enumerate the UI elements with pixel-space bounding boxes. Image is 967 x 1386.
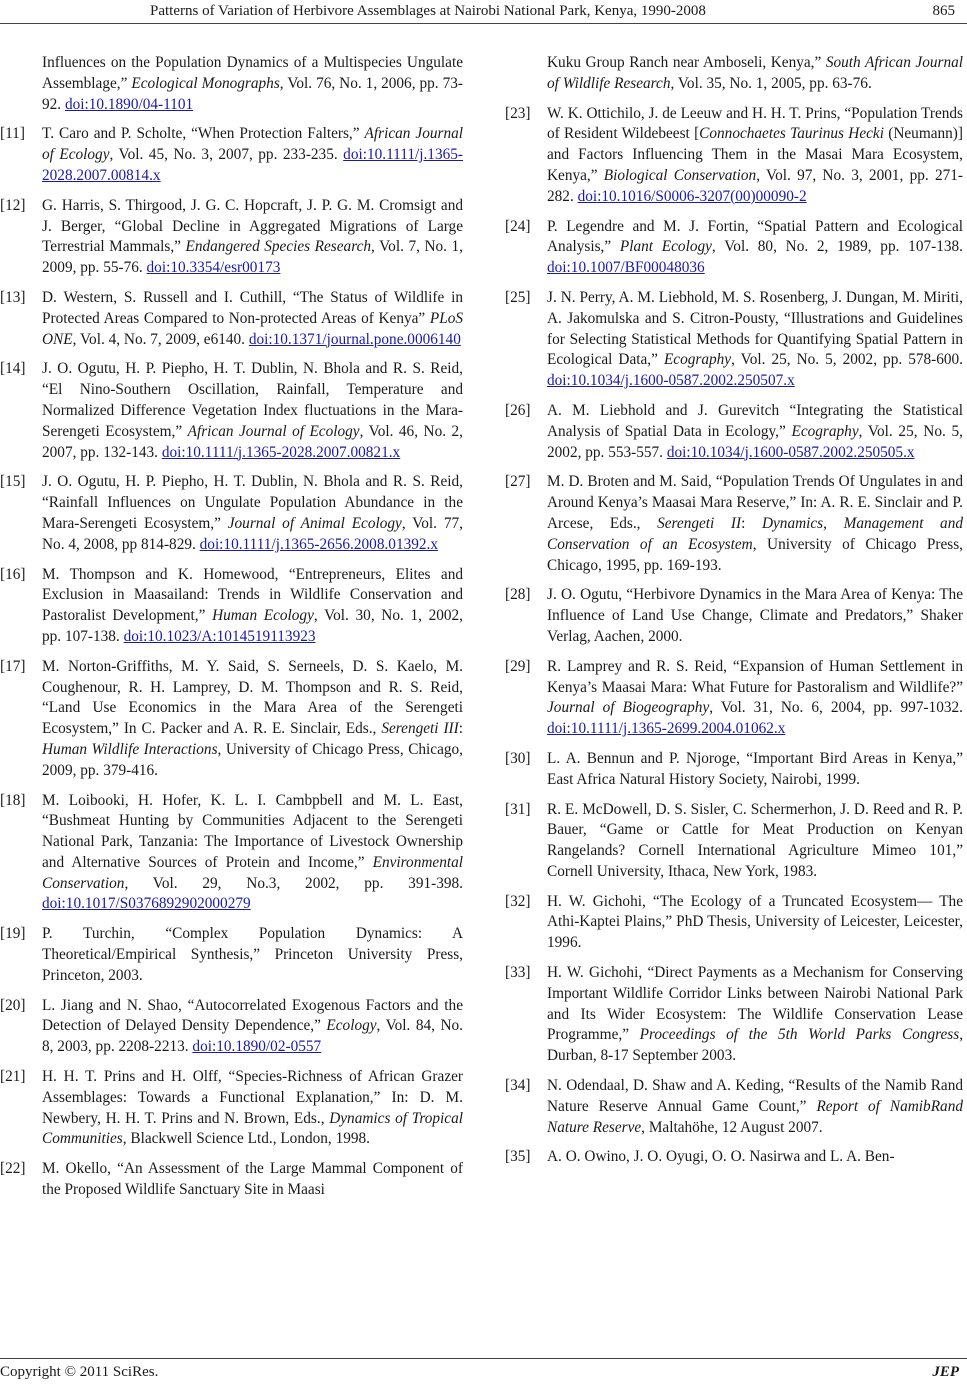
reference-text: , Vol. 77, No. 4, 2008, pp 814-829. [42, 514, 463, 553]
reference-text: Influences on the Population Dynamics of a Multispecies Ungulate Assemblage,” [42, 54, 463, 92]
italic-title: Endangered Species Research [185, 238, 372, 256]
doi-link[interactable]: doi:10.1111/j.1365-2656.2008.01392.x [199, 535, 439, 553]
italic-title: Dynamics of Tropical Communities [42, 1109, 463, 1148]
reference-text: G. Harris, S. Thirgood, J. G. C. Hopcraft, J. P. G. M. Cromsigt and J. Berger, “Global Decline in Aggregated Migrations of Large Terrestrial Mammals,” [42, 196, 463, 256]
italic-title: Management and Conservation of an Ecosystem [547, 514, 963, 553]
reference-entry [0, 288, 463, 350]
reference-number: [25] [505, 288, 531, 306]
reference-text: , Vol. 80, No. 2, 1989, pp. 107-138. [711, 238, 963, 256]
reference-text: , [823, 514, 844, 532]
italic-title: Ecography [791, 422, 859, 440]
reference-text: , Vol. 4, No. 7, 2009, e6140. [72, 330, 249, 348]
reference-text: , Vol. 84, No. 8, 2003, pp. 2208-2213. [42, 1017, 463, 1056]
reference-number: [35] [505, 1148, 531, 1166]
running-header [0, 0, 967, 26]
reference-entry [505, 288, 963, 392]
doi-link[interactable]: doi:10.1034/j.1600-0587.2002.250505.x [666, 443, 915, 461]
reference-number: [12] [0, 196, 26, 214]
italic-title: Serengeti III [381, 720, 459, 738]
doi-link[interactable]: doi:10.1890/04-1101 [64, 95, 194, 113]
reference-entry [505, 749, 963, 791]
reference-text: , Vol. 31, No. 6, 2004, pp. 997-1032. [709, 699, 963, 717]
italic-title: Biological Conservation [603, 166, 757, 184]
italic-title: Journal of Biogeography [547, 699, 710, 717]
reference-number: [18] [0, 791, 26, 809]
reference-entry [0, 1067, 463, 1150]
reference-text: P. Turchin, “Complex Population Dynamics: A Theoretical/Empirical Synthesis,” Princeton University Press, Princeton, 2003. [42, 925, 463, 984]
reference-number: [33] [505, 964, 531, 982]
reference-number: [24] [505, 217, 531, 235]
reference-text: J. O. Ogutu, “Herbivore Dynamics in the Mara Area of Kenya: The Influence of Land Use Change, Climate and Predators,” Shaker Verlag, Aachen, 2000. [547, 586, 963, 645]
page-footer [0, 1358, 967, 1382]
doi-link[interactable]: doi:10.1017/S0376892902000279 [42, 895, 251, 913]
reference-number: [11] [0, 125, 25, 143]
italic-title: Connochaetes Taurinus Hecki [699, 125, 884, 143]
doi-link[interactable]: doi:10.1023/A:1014519113923 [123, 627, 316, 645]
reference-entry [0, 124, 463, 186]
italic-title: Proceedings of the 5th World Parks Congress [639, 1026, 960, 1044]
italic-title: Ecological Monographs [131, 74, 280, 92]
reference-text: , Vol. 29, No.3, 2002, pp. 391-398. [124, 874, 463, 892]
reference-text: R. Lamprey and R. S. Reid, “Expansion of Human Settlement in Kenya’s Maasai Mara: What Future for Pastoralism and Wildlife?” [547, 657, 963, 696]
reference-text: W. K. Ottichilo, J. de Leeuw and H. H. T. Prins, “Population Trends of Resident Wildebeest [ [547, 104, 963, 143]
reference-text: : [458, 720, 463, 738]
reference-entry [0, 657, 463, 782]
italic-title: Report of NamibRand Nature Reserve [547, 1097, 963, 1136]
reference-text: M. D. Broten and M. Said, “Population Trends Of Ungulates in and Around Kenya’s Maasai Mara Reserve,” In: A. R. E. Sinclair and P. Arcese, Eds., [547, 473, 963, 532]
reference-text: M. Thompson and K. Homewood, “Entrepreneurs, Elites and Exclusion in Maasailand: Trends in Wildlife Conservation and Pastoralist Development,” [42, 565, 463, 625]
reference-entry [0, 924, 463, 986]
reference-entry [0, 359, 463, 463]
reference-text: , Vol. 30, No. 1, 2002, pp. 107-138. [42, 607, 464, 645]
reference-entry [505, 800, 963, 883]
reference-entry [0, 996, 463, 1058]
reference-entry [505, 585, 963, 647]
reference-number: [14] [0, 360, 26, 378]
reference-number: [22] [0, 1160, 26, 1178]
reference-continuation [0, 53, 463, 115]
reference-text: , University of Chicago Press, Chicago, 1995, pp. 169-193. [547, 535, 963, 574]
reference-number: [23] [505, 104, 531, 122]
reference-text: , Vol. 25, No. 5, 2002, pp. 578-600. [731, 351, 963, 369]
doi-link[interactable]: doi:10.1371/journal.pone.0006140 [248, 330, 461, 348]
reference-entry [505, 217, 963, 279]
italic-title: PLoS ONE [42, 309, 463, 348]
italic-title: Ecology [326, 1017, 377, 1035]
journal-abbreviation: JEP [932, 1364, 959, 1380]
page-number: 865 [932, 3, 955, 19]
left-column [0, 53, 463, 1210]
reference-number: [15] [0, 473, 26, 491]
reference-entry [0, 1159, 463, 1201]
reference-text: , Vol. 25, No. 5, 2002, pp. 553-557. [547, 422, 963, 461]
reference-text: J. N. Perry, A. M. Liebhold, M. S. Rosenberg, J. Dungan, M. Miriti, A. Jakomulska and S. Citron-Pousty, “Illustrations and Guidelines for Selecting Statistical Methods for Quantifying Spatial Pattern in Ecological Data,” [547, 288, 963, 369]
italic-title: African Journal of Ecology [42, 125, 464, 164]
reference-text: L. Jiang and N. Shao, “Autocorrelated Exogenous Factors and the Detection of Delayed Density Dependence,” [42, 996, 463, 1035]
doi-link[interactable]: doi:10.1111/j.1365-2028.2007.00821.x [161, 443, 401, 461]
reference-number: [19] [0, 925, 26, 943]
reference-text: (Neumann)] and Factors Influencing Them in the Masai Mara Ecosystem, Kenya,” [547, 125, 963, 184]
italic-title: Serengeti II [657, 514, 742, 532]
reference-entry [505, 657, 963, 740]
doi-link[interactable]: doi:10.1890/02-0557 [192, 1038, 322, 1056]
reference-text: A. O. Owino, J. O. Oyugi, O. O. Nasirwa and L. A. Ben- [547, 1148, 895, 1166]
reference-number: [13] [0, 288, 26, 306]
reference-text: M. Loibooki, H. Hofer, K. L. I. Cambpbell and M. L. East, “Bushmeat Hunting by Communities Adjacent to the Serengeti National Park, Tanzania: The Importance of Livestock Ownership and Alternative Sources of Protein and Income,” [42, 791, 463, 871]
italic-title: Environmental Conservation [42, 853, 463, 892]
reference-entry [0, 196, 463, 279]
reference-entry [505, 892, 963, 954]
reference-text: M. Okello, “An Assessment of the Large Mammal Component of the Proposed Wildlife Sanctuary Site in Maasi [42, 1160, 463, 1199]
reference-number: [32] [505, 892, 531, 910]
reference-text: P. Legendre and M. J. Fortin, “Spatial Pattern and Ecological Analysis,” [547, 217, 963, 256]
italic-title: Plant Ecology [619, 238, 712, 256]
reference-number: [30] [505, 749, 531, 767]
reference-text: , Vol. 35, No. 1, 2005, pp. 63-76. [670, 74, 872, 92]
reference-text: , Durban, 8-17 September 2003. [547, 1026, 964, 1065]
reference-text: , Vol. 45, No. 3, 2007, pp. 233-235. [109, 146, 344, 164]
italic-title: South African Journal of Wildlife Research [547, 54, 963, 92]
reference-number: [16] [0, 565, 26, 583]
reference-text: Kuku Group Ranch near Amboseli, Kenya,” [547, 54, 826, 71]
doi-link[interactable]: doi:10.1007/BF00048036 [547, 259, 705, 277]
reference-entry [505, 1147, 963, 1168]
reference-number: [17] [0, 657, 26, 675]
italic-title: Human Wildlife Interactions [42, 740, 218, 758]
reference-text: : [741, 514, 762, 532]
header-divider [0, 23, 967, 24]
italic-title: African Journal of Ecology [187, 422, 360, 440]
reference-number: [31] [505, 800, 531, 818]
reference-text: T. Caro and P. Scholte, “When Protection Falters,” [42, 125, 365, 143]
footer-divider [0, 1358, 967, 1359]
reference-text: , Blackwell Science Ltd., London, 1998. [122, 1130, 370, 1148]
reference-text: R. E. McDowell, D. S. Sisler, C. Schermerhon, J. D. Reed and R. P. Bauer, “Game or Cattle for Meat Production on Kenyan Rangelands? Cornell International Agriculture Mimeo 101,” Cornell University, Ithaca, New York, 1983. [547, 800, 963, 880]
reference-entry [0, 565, 463, 648]
reference-number: [29] [505, 657, 531, 675]
reference-text: , Vol. 97, No. 3, 2001, pp. 271-282. [547, 166, 964, 205]
italic-title: Dynamics [761, 514, 824, 532]
doi-link[interactable]: doi:10.1016/S0006-3207(00)00090-2 [577, 187, 807, 205]
reference-text: , Maltahöhe, 12 August 2007. [641, 1118, 823, 1136]
reference-text: H. W. Gichohi, “Direct Payments as a Mechanism for Conserving Important Wildlife Corridor Links between Nairobi National Park and Its Wider Ecosystem: The Wildlife Conservation Lease Programme,” [547, 964, 963, 1044]
reference-text: H. H. T. Prins and H. Olff, “Species-Richness of African Grazer Assemblages: Towards a Functional Explanation,” In: D. M. Newbery, H. H. T. Prins and N. Brown, Eds., [42, 1068, 463, 1127]
reference-entry [505, 472, 963, 576]
reference-number: [34] [505, 1077, 531, 1095]
reference-number: [28] [505, 586, 531, 604]
right-column [505, 53, 963, 1177]
reference-number: [26] [505, 401, 531, 419]
reference-entry [505, 1076, 963, 1138]
reference-entry [505, 104, 963, 208]
copyright-notice: Copyright © 2011 SciRes. [0, 1364, 159, 1380]
reference-entry [0, 472, 463, 555]
reference-text: L. A. Bennun and P. Njoroge, “Important Bird Areas in Kenya,” East Africa Natural History Society, Nairobi, 1999. [547, 749, 963, 788]
running-title: Patterns of Variation of Herbivore Assemblages at Nairobi National Park, Kenya, 1990-2008 [150, 3, 706, 19]
reference-text: M. Norton-Griffiths, M. Y. Said, S. Serneels, D. S. Kaelo, M. Coughenour, R. H. Lamprey, D. M. Thompson and R. S. Reid, “Land Use Economics in the Mara Area of the Serengeti Ecosystem,” In C. Packer and A. R. E. Sinclair, Eds., [42, 657, 463, 738]
reference-text: J. O. Ogutu, H. P. Piepho, H. T. Dublin, N. Bhola and R. S. Reid, “El Nino-Southern Oscillation, Rainfall, Temperature and Normalized Difference Vegetation Index fluctuations in the Mara-Serengeti Ecosystem,” [42, 360, 463, 440]
reference-text: , Vol. 7, No. 1, 2009, pp. 55-76. [42, 238, 463, 277]
reference-number: [20] [0, 996, 26, 1014]
doi-link[interactable]: doi:10.1034/j.1600-0587.2002.250507.x [547, 372, 795, 390]
reference-text: H. W. Gichohi, “The Ecology of a Truncated Ecosystem— The Athi-Kaptei Plains,” PhD Thesis, University of Leicester, Leicester, 1996. [547, 892, 963, 952]
reference-number: [21] [0, 1068, 26, 1086]
reference-continuation [505, 53, 963, 95]
reference-entry [505, 963, 963, 1067]
reference-text: D. Western, S. Russell and I. Cuthill, “The Status of Wildlife in Protected Areas Compared to Non-protected Areas of Kenya” [42, 288, 463, 327]
italic-title: Human Ecology [212, 607, 314, 625]
reference-text: A. M. Liebhold and J. Gurevitch “Integrating the Statistical Analysis of Spatial Data in Ecology,” [547, 401, 963, 440]
doi-link[interactable]: doi:10.1111/j.1365-2699.2004.01062.x [547, 720, 786, 738]
italic-title: Journal of Animal Ecology [227, 514, 402, 532]
reference-text: , University of Chicago Press, Chicago, 2009, pp. 379-416. [42, 740, 464, 779]
doi-link[interactable]: doi:10.1111/j.1365-2028.2007.00814.x [42, 146, 463, 184]
reference-text: J. O. Ogutu, H. P. Piepho, H. T. Dublin, N. Bhola and R. S. Reid, “Rainfall Influences on Ungulate Population Abundance in the Mara-Serengeti Ecosystem,” [42, 473, 463, 532]
reference-text: , Vol. 76, No. 1, 2006, pp. 73-92. [42, 74, 463, 113]
italic-title: Ecography [663, 351, 732, 369]
reference-text: N. Odendaal, D. Shaw and A. Keding, “Results of the Namib Rand Nature Reserve Annual Game Count,” [547, 1077, 963, 1115]
reference-number: [27] [505, 473, 531, 491]
doi-link[interactable]: doi:10.3354/esr00173 [146, 259, 281, 277]
reference-entry [505, 401, 963, 463]
reference-entry [0, 791, 463, 916]
reference-text: , Vol. 46, No. 2, 2007, pp. 132-143. [42, 422, 463, 461]
